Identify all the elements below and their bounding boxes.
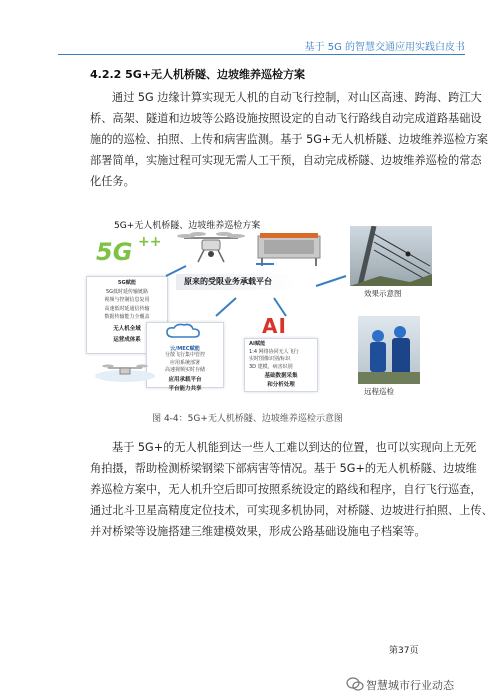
5g-logo-text: 5G bbox=[96, 238, 133, 266]
ai-logo: AI bbox=[262, 314, 287, 338]
card-5g-footer: 无人机全域 bbox=[113, 325, 141, 332]
paragraph-1-line: 施的的巡检、拍照、上传和病害监测。基于 5G+无人机桥隧、边坡维养巡检方案 bbox=[90, 133, 488, 146]
page-number: 第37页 bbox=[389, 646, 419, 656]
section-heading: 4.2.2 5G+无人机桥隧、边坡维养巡检方案 bbox=[90, 68, 306, 81]
remote-label: 远程巡检 bbox=[364, 387, 394, 396]
card-ai-footer: 和分析处理 bbox=[267, 382, 295, 388]
paragraph-2 bbox=[90, 437, 493, 542]
card-5g-footer: 运营成体系 bbox=[113, 336, 141, 343]
card-5g-item: 高速低时延通信传输 bbox=[104, 305, 150, 312]
5g-logo bbox=[94, 234, 164, 278]
card-mec-footer: 平台能力共享 bbox=[168, 385, 202, 392]
header-divider bbox=[58, 54, 465, 55]
card-5g-heading: 5G赋能 bbox=[117, 280, 137, 286]
small-drone-icon bbox=[90, 356, 160, 386]
card-5g-item: 数据传输能力全覆盖 bbox=[104, 314, 150, 320]
card-ai-enablement bbox=[244, 338, 318, 392]
card-mec-item: 分散飞行集中管控 bbox=[164, 352, 205, 358]
card-mec-footer: 应用承载平台 bbox=[168, 376, 202, 383]
card-ai-item: 1:4 网络协同无人飞行 bbox=[249, 348, 299, 355]
5g-logo-plus: ++ bbox=[138, 234, 162, 250]
paragraph-2-line: 角拍摄，帮助检测桥梁钢梁下部病害等情况。基于 5G+的无人机桥隧、边坡维 bbox=[90, 462, 477, 475]
paragraph-1-line: 化任务。 bbox=[90, 175, 135, 188]
card-mec-item: 应用系统部署 bbox=[169, 359, 200, 366]
card-mec-item: 高速视频实时存储 bbox=[164, 367, 205, 373]
cloud-icon bbox=[147, 323, 223, 339]
workers-photo bbox=[358, 316, 420, 384]
paragraph-2-line: 基于 5G+的无人机能到达一些人工难以到达的位置，也可以实现向上无死 bbox=[112, 441, 477, 454]
wechat-icon bbox=[346, 676, 364, 692]
card-ai-item: 实时图像识别/标识 bbox=[249, 356, 291, 362]
header-title: 基于 5G 的智慧交通应用实践白皮书 bbox=[304, 42, 465, 53]
figure-caption: 图 4-4：5G+无人机桥隧、边坡维养巡检示意图 bbox=[152, 414, 343, 424]
card-5g-item: 视频与控制信息复用 bbox=[104, 297, 150, 303]
paragraph-2-line: 并对桥梁等设施搭建三维建模效果，形成公路基础设施电子档案等。 bbox=[90, 525, 426, 538]
effect-label: 效果示意图 bbox=[364, 289, 402, 298]
paragraph-1 bbox=[90, 87, 488, 192]
card-ai-heading: AI赋能 bbox=[249, 341, 266, 347]
figure bbox=[84, 216, 444, 400]
footer-brand: 智慧城市行业动态 bbox=[366, 679, 454, 692]
card-ai-item: 3D 建模，病害识别 bbox=[249, 363, 293, 370]
paragraph-1-line: 桥、高架、隧道和边坡等公路设施按照设定的自动飞行路线自动完成道路基础设 bbox=[90, 112, 482, 125]
card-mec-heading: 云/MEC赋能 bbox=[170, 346, 200, 352]
paragraph-1-line: 部署简单，实施过程可实现无需人工干预，自动完成桥隧、边坡维养巡检的常态 bbox=[90, 154, 482, 167]
paragraph-1-line: 通过 5G 边缘计算实现无人机的自动飞行控制，对山区高速、跨海、跨江大 bbox=[112, 91, 482, 104]
bridge-photo bbox=[350, 226, 432, 286]
platform-banner bbox=[176, 274, 296, 290]
paragraph-2-line: 养巡检方案中，无人机升空后即可按照系统设定的路线和程序，自行飞行巡查， bbox=[90, 483, 482, 496]
paragraph-2-line: 通过北斗卫星高精度定位技术，可实现多机协同，对桥隧、边坡进行拍照、上传、 bbox=[90, 504, 493, 517]
card-5g-item: 5G低时延传输链路 bbox=[105, 288, 149, 295]
figure-title: 5G+无人机桥隧、边坡维养巡检方案 bbox=[114, 221, 261, 231]
platform-banner-text: 原来的受限业务承载平台 bbox=[184, 277, 272, 286]
card-ai-footer: 基础数据采集 bbox=[264, 373, 298, 379]
